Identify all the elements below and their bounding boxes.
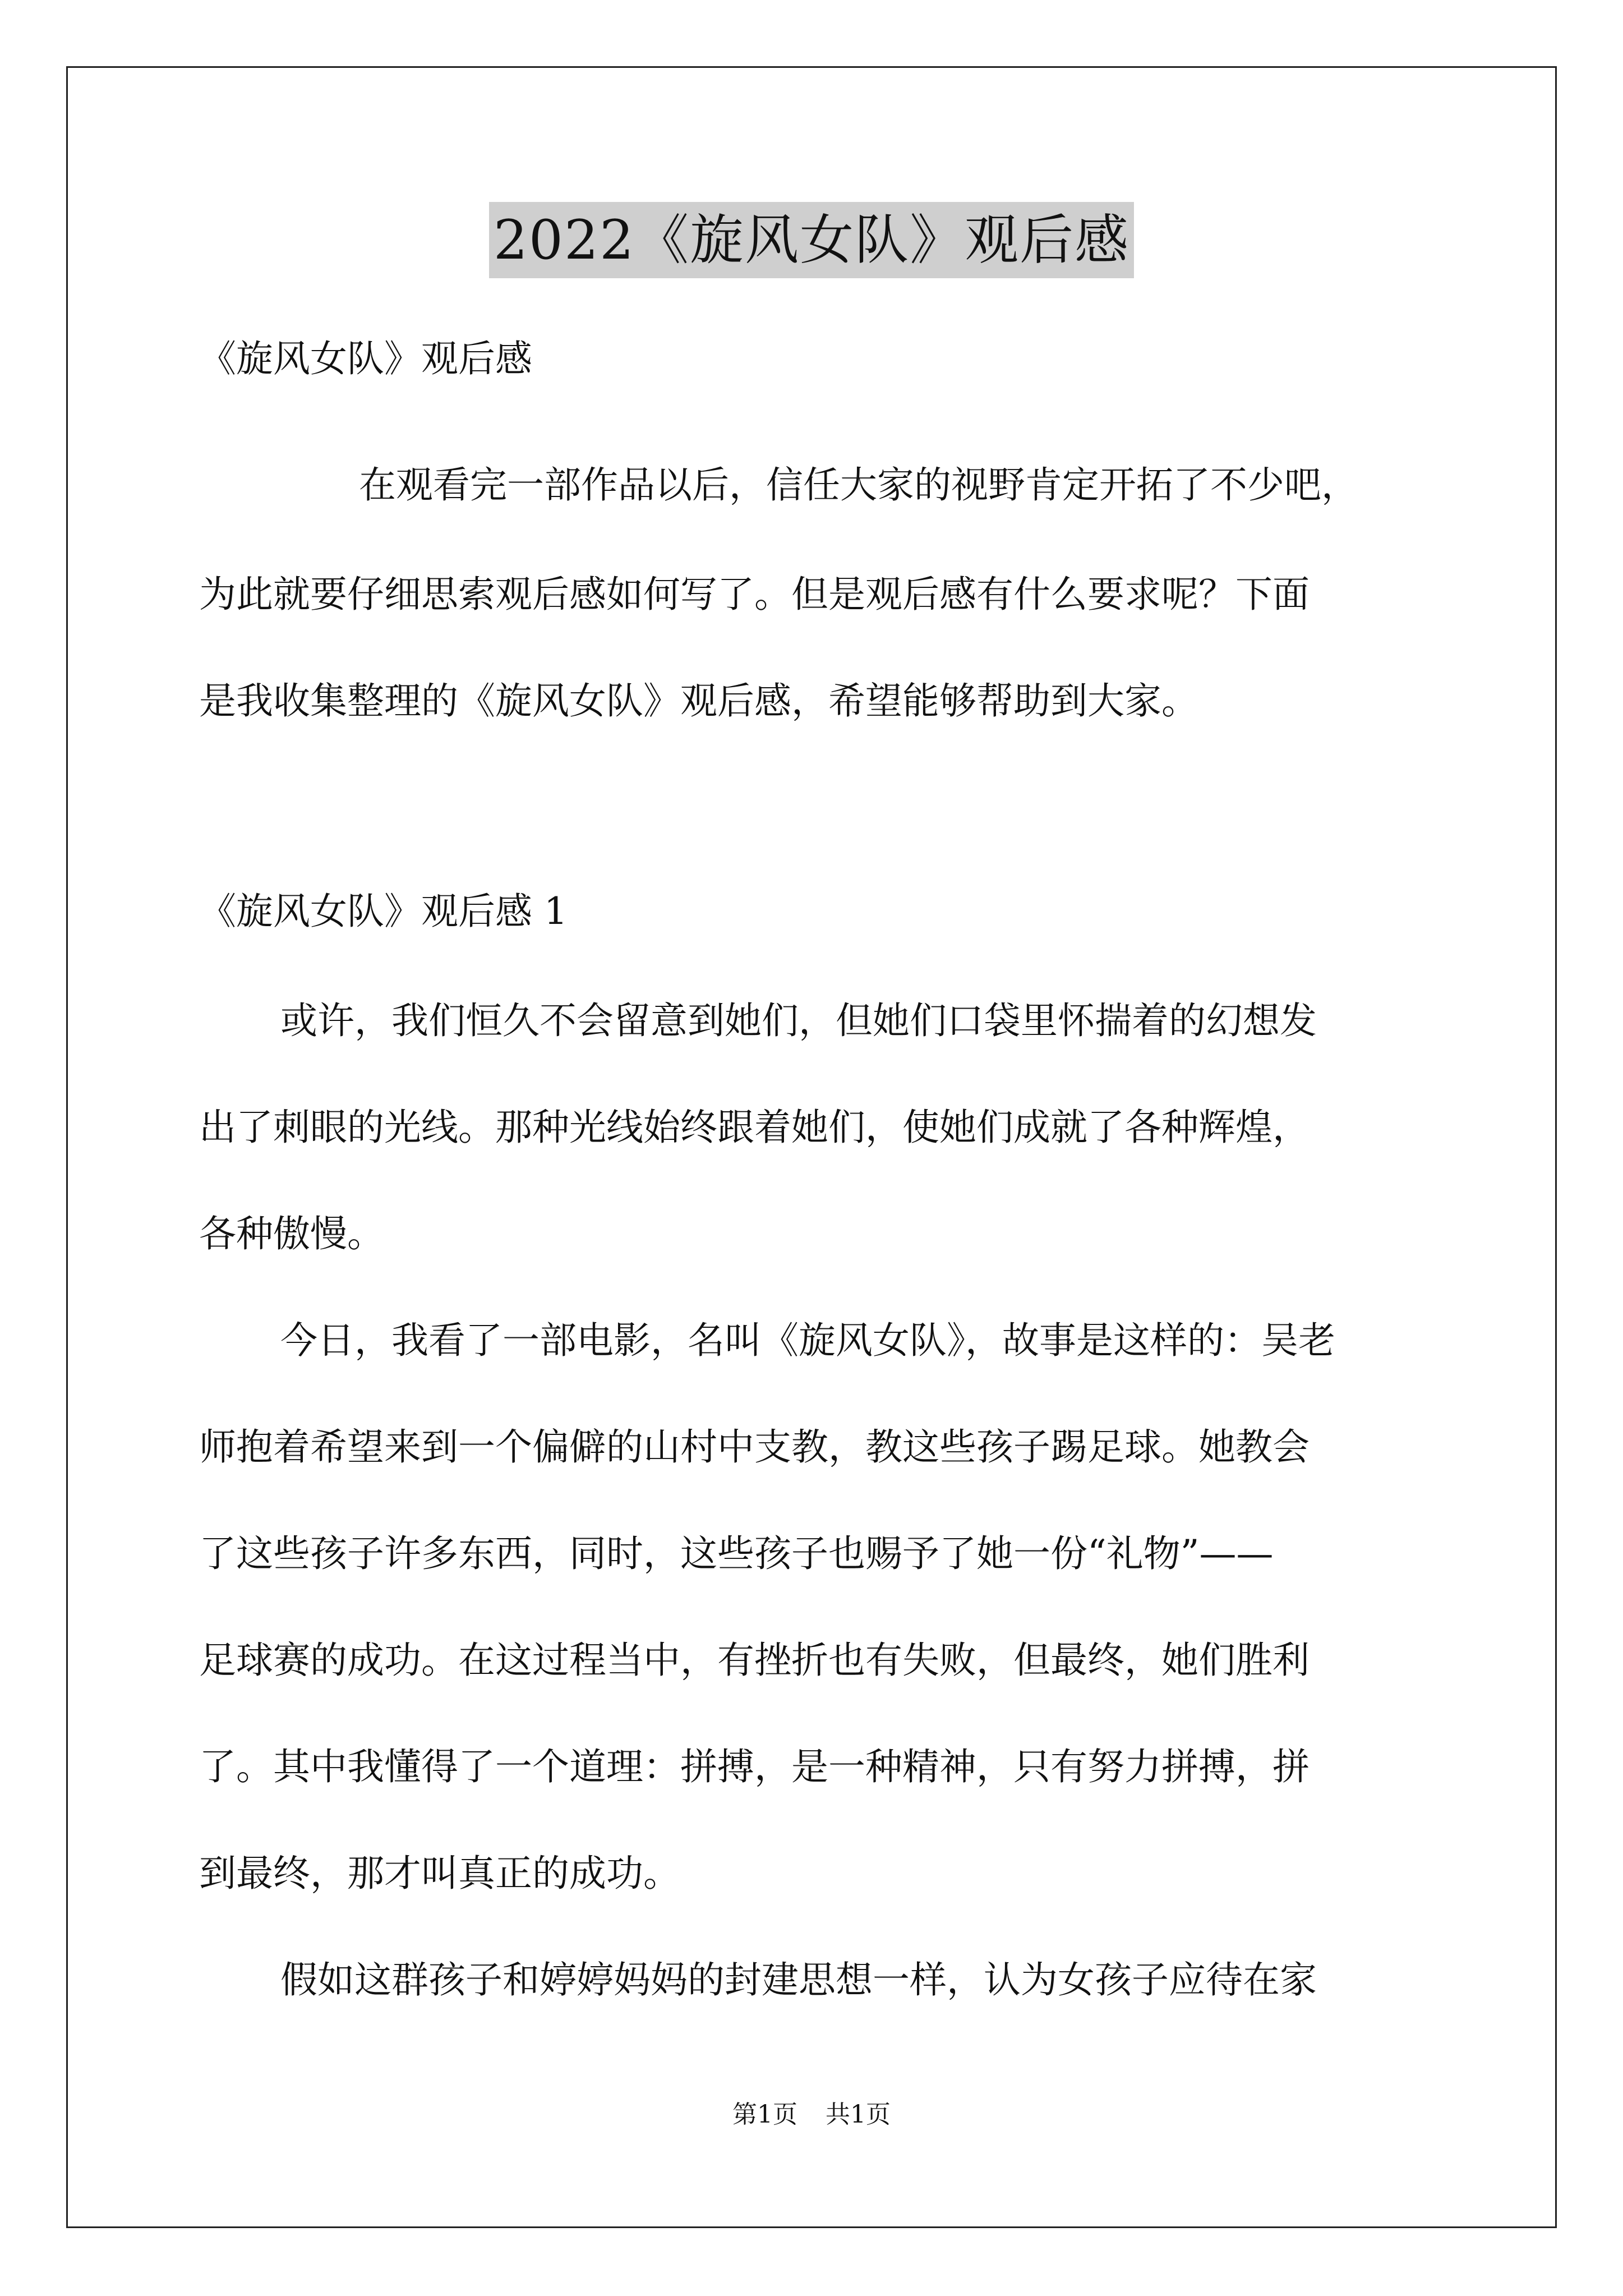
title-container — [0, 202, 1623, 278]
page-total: 共1页 — [826, 2100, 891, 2129]
page-footer — [0, 2098, 1623, 2132]
para3-line-1: 假如这群孩子和婷婷妈妈的封建思想一样，认为女孩子应待在家 — [280, 1958, 1317, 2001]
para1-line-2: 出了刺眼的光线。那种光线始终跟着她们，使她们成就了各种辉煌， — [199, 1106, 1310, 1149]
para2-line-3: 了这些孩子许多东西，同时，这些孩子也赐予了她一份“礼物”—— — [199, 1532, 1274, 1575]
para2-line-2: 师抱着希望来到一个偏僻的山村中支教，教这些孩子踢足球。她教会 — [199, 1425, 1310, 1469]
para1-line-1: 或许，我们恒久不会留意到她们，但她们口袋里怀揣着的幻想发 — [280, 999, 1317, 1042]
para2-line-6: 到最终，那才叫真正的成功。 — [199, 1852, 680, 1895]
para2-line-5: 了。其中我懂得了一个道理：拼搏，是一种精神，只有努力拼搏，拼 — [199, 1745, 1310, 1788]
para2-line-4: 足球赛的成功。在这过程当中，有挫折也有失败，但最终，她们胜利 — [199, 1639, 1310, 1682]
intro-line-1: 在观看完一部作品以后，信任大家的视野肯定开拓了不少吧， — [359, 463, 1358, 507]
page-number: 第1页 — [732, 2100, 797, 2129]
para1-line-3: 各种傲慢。 — [199, 1212, 384, 1255]
intro-line-2: 为此就要仔细思索观后感如何写了。但是观后感有什么要求呢？下面 — [199, 573, 1310, 616]
section-heading-1: 《旋风女队》观后感 1 — [199, 890, 568, 933]
subtitle: 《旋风女队》观后感 — [199, 337, 532, 380]
document-title: 2022《旋风女队》观后感 — [489, 202, 1134, 278]
intro-line-3: 是我收集整理的《旋风女队》观后感，希望能够帮助到大家。 — [199, 679, 1198, 723]
para2-line-1: 今日，我看了一部电影，名叫《旋风女队》，故事是这样的：吴老 — [280, 1319, 1335, 1362]
